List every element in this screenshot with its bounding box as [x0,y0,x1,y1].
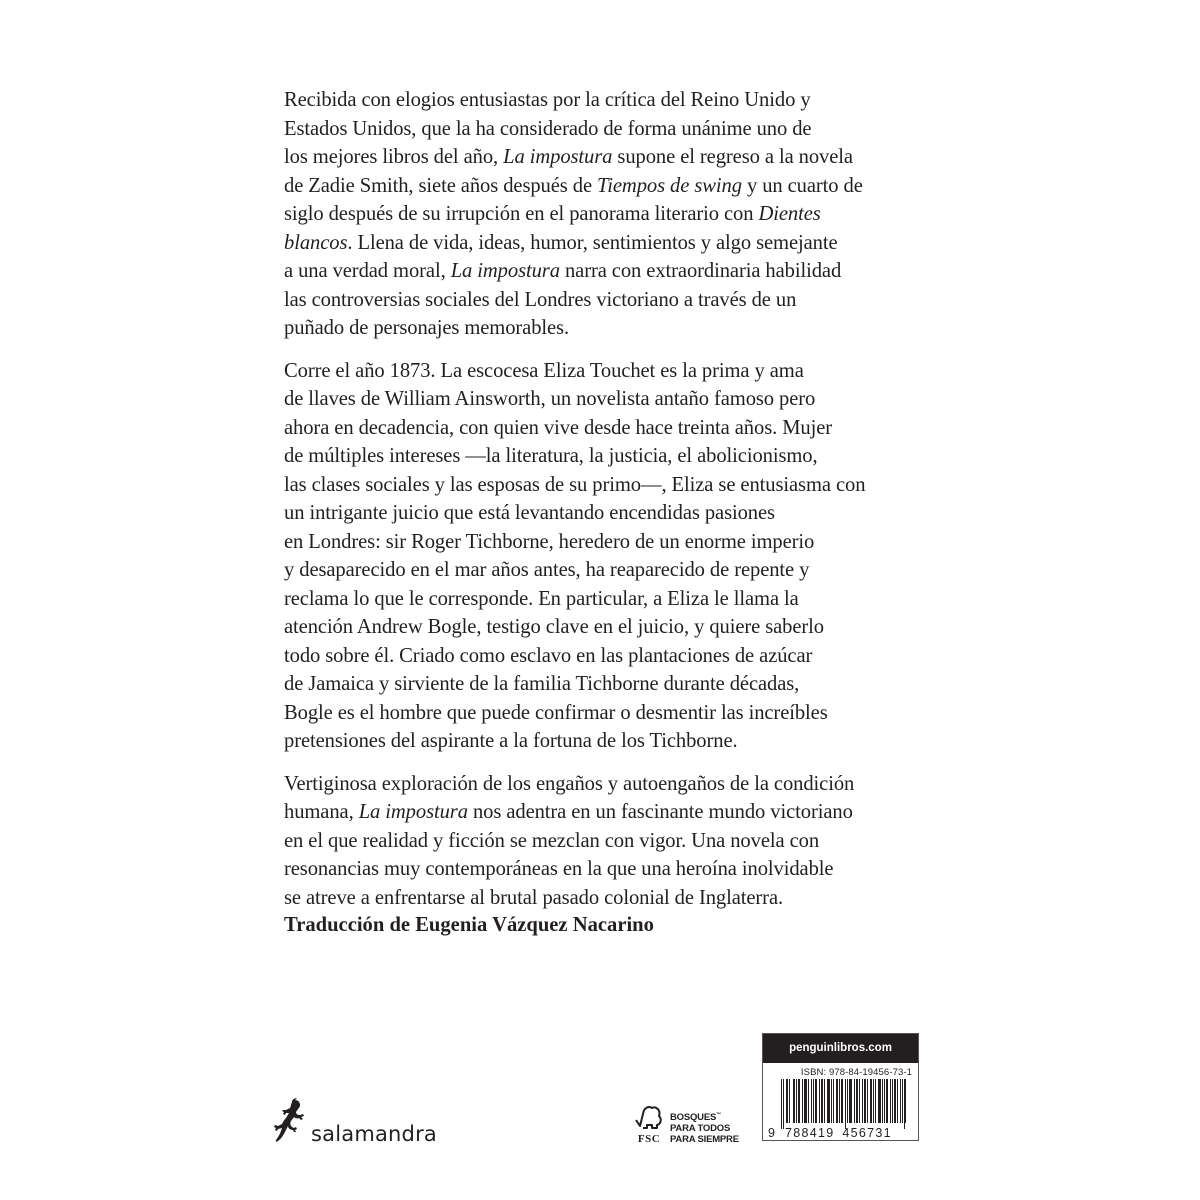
fsc-label: FSC [637,1133,661,1145]
blurb-line: a una verdad moral, La impostura narra con extraordinaria habilidad [284,260,842,282]
book-blurb [284,86,924,926]
website-label: penguinlibros.com [763,1034,918,1063]
publisher-logo [273,1098,437,1148]
blurb-line: en Londres: sir Roger Tichborne, heredero de un enorme imperio [284,530,815,553]
blurb-line: humana, La impostura nos adentra en un fascinante mundo victoriano [284,801,853,823]
blurb-line: siglo después de su irrupción en el panorama literario con Dientes [284,203,821,225]
blurb-line: todo sobre él. Criado como esclavo en las plantaciones de azúcar [284,644,813,667]
salamander-icon [273,1098,307,1148]
blurb-paragraph [284,770,924,913]
blurb-line: pretensiones del aspirante a la fortuna de los Tichborne. [284,730,738,752]
blurb-line: los mejores libros del año, La impostura supone el regreso a la novela [284,146,853,168]
blurb-line: de Jamaica y sirviente de la familia Tichborne durante décadas, [284,673,800,695]
barcode-digits: 9 788419 456731 [768,1126,892,1140]
fsc-tree-icon [634,1104,664,1134]
blurb-line: atención Andrew Bogle, testigo clave en el juicio, y quiere saberlo [284,616,824,638]
blurb-paragraph [284,357,924,756]
blurb-line: y desaparecido en el mar años antes, ha reaparecido de repente y [284,559,810,581]
blurb-line: ahora en decadencia, con quien vive desde hace treinta años. Mujer [284,416,833,439]
blurb-line: de múltiples intereses —la literatura, la justicia, el abolicionismo, [284,445,818,467]
blurb-line: Estados Unidos, que la ha considerado de forma unánime uno de [284,117,812,140]
blurb-line: de Zadie Smith, siete años después de Tiempos de swing y un cuarto de [284,174,863,197]
blurb-line: Recibida con elogios entusiastas por la crítica del Reino Unido y [284,89,811,111]
blurb-line: un intrigante juicio que está levantando encendidas pasiones [284,502,775,524]
translator-credit: Traducción de Eugenia Vázquez Nacarino [284,914,654,936]
blurb-line: Vertiginosa exploración de los engaños y autoengaños de la condición [284,772,855,795]
isbn-label: ISBN: 978-84-19456-73-1 [800,1067,912,1078]
blurb-line: las clases sociales y las esposas de su primo—, Eliza se entusiasma con [284,473,866,496]
barcode-icon [781,1079,907,1129]
publisher-name: salamandra [311,1122,437,1146]
blurb-line: en el que realidad y ficción se mezclan con vigor. Una novela con [284,829,820,852]
blurb-line: de llaves de William Ainsworth, un novelista antaño famoso pero [284,388,816,410]
blurb-paragraph [284,86,924,343]
blurb-line: puñado de personajes memorables. [284,317,570,339]
barcode-box [762,1033,919,1141]
blurb-line: las controversias sociales del Londres victoriano a través de un [284,288,797,311]
blurb-line: Bogle es el hombre que puede confirmar o desmentir las increíbles [284,701,828,724]
blurb-line: reclama lo que le corresponde. En particular, a Eliza le llama la [284,587,799,610]
fsc-slogan: BOSQUES™ PARA TODOS PARA SIEMPRE [670,1112,739,1145]
blurb-line: Corre el año 1873. La escocesa Eliza Touchet es la prima y ama [284,359,804,382]
fsc-logo [634,1104,739,1145]
blurb-line: blancos. Llena de vida, ideas, humor, sentimientos y algo semejante [284,231,838,254]
blurb-line: se atreve a enfrentarse al brutal pasado colonial de Inglaterra. [284,886,784,909]
blurb-line: resonancias muy contemporáneas en la que una heroína inolvidable [284,858,834,880]
